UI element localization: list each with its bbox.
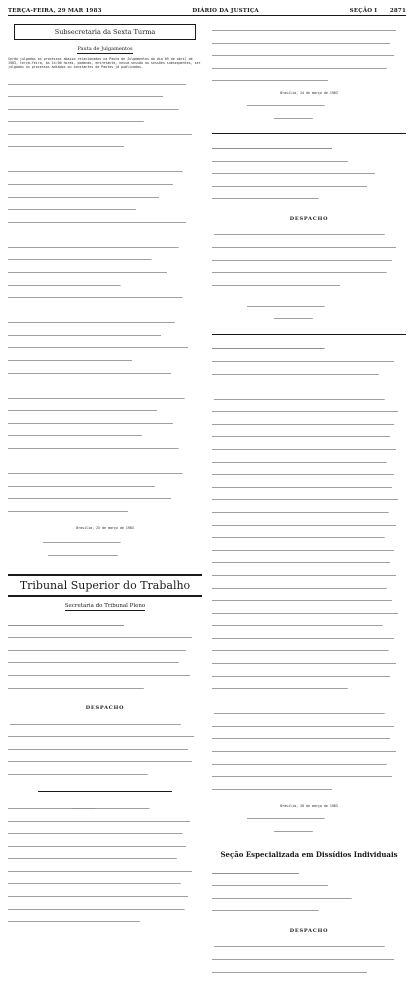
- page-header: [8, 4, 406, 16]
- case-list-block: [8, 74, 202, 522]
- process-block-2: [8, 798, 202, 932]
- header-date: TERÇA-FEIRA, 29 MAR 1983: [8, 8, 102, 14]
- despacho-label-dissidios: DESPACHO: [289, 927, 329, 934]
- right-top-signoff: Brasília, 24 de março de 1983: [280, 91, 338, 96]
- pauta-title: Pauta de Julgamentos: [77, 46, 133, 52]
- pauta-signoff-city: Brasília, 25 de março de 1983: [76, 525, 134, 530]
- divider-left-1: [38, 791, 172, 792]
- left-column: [8, 20, 203, 711]
- section-title-dissidios: Seção Especializada em Dissídios Individuais: [220, 849, 398, 859]
- right-bottom-signature: [212, 808, 406, 842]
- divider-right-2: [212, 334, 406, 335]
- right-column: [212, 20, 406, 934]
- header-right: [350, 8, 406, 14]
- section-title-sexta-turma: Subsecretaria da Sexta Turma: [14, 24, 196, 40]
- header-page-number: 2871: [389, 8, 406, 14]
- header-section: SEÇÃO I: [349, 8, 378, 14]
- process-block: [8, 615, 202, 699]
- right-process-header: [212, 138, 406, 209]
- columns: [8, 20, 406, 934]
- despacho-text-left: [8, 714, 202, 785]
- right-bottom-signoff: Brasília, 28 de março de 1983: [280, 803, 338, 808]
- header-publication: DIÁRIO DA JUSTIÇA: [192, 8, 259, 14]
- dissidios-text: [212, 937, 406, 983]
- pauta-signature-lines: [8, 532, 202, 566]
- despacho-label-left: DESPACHO: [85, 704, 125, 711]
- dissidios-process-header: [212, 863, 406, 922]
- right-long-text: [212, 339, 406, 800]
- right-top-text: [212, 20, 406, 91]
- divider-right-1: [212, 133, 406, 134]
- pauta-intro: Serão julgados os processos abaixo relacionados na Pauta de Julgamentos do dia 05 de abril de 1983, terça-feira, às 14:00 horas, podendo, entretanto, nessa sessão ou sessões subsequentes, ser julgados os processos adiados ou constantes de Pautas já publicadas.: [8, 57, 203, 70]
- right-signature-2: [212, 296, 406, 330]
- right-top-signature: [212, 96, 406, 130]
- secretaria-title: Secretaria do Tribunal Pleno: [64, 602, 146, 609]
- tribunal-title: Tribunal Superior do Trabalho: [8, 574, 202, 597]
- despacho-label-right: DESPACHO: [289, 215, 329, 222]
- right-despacho-text: [212, 225, 406, 296]
